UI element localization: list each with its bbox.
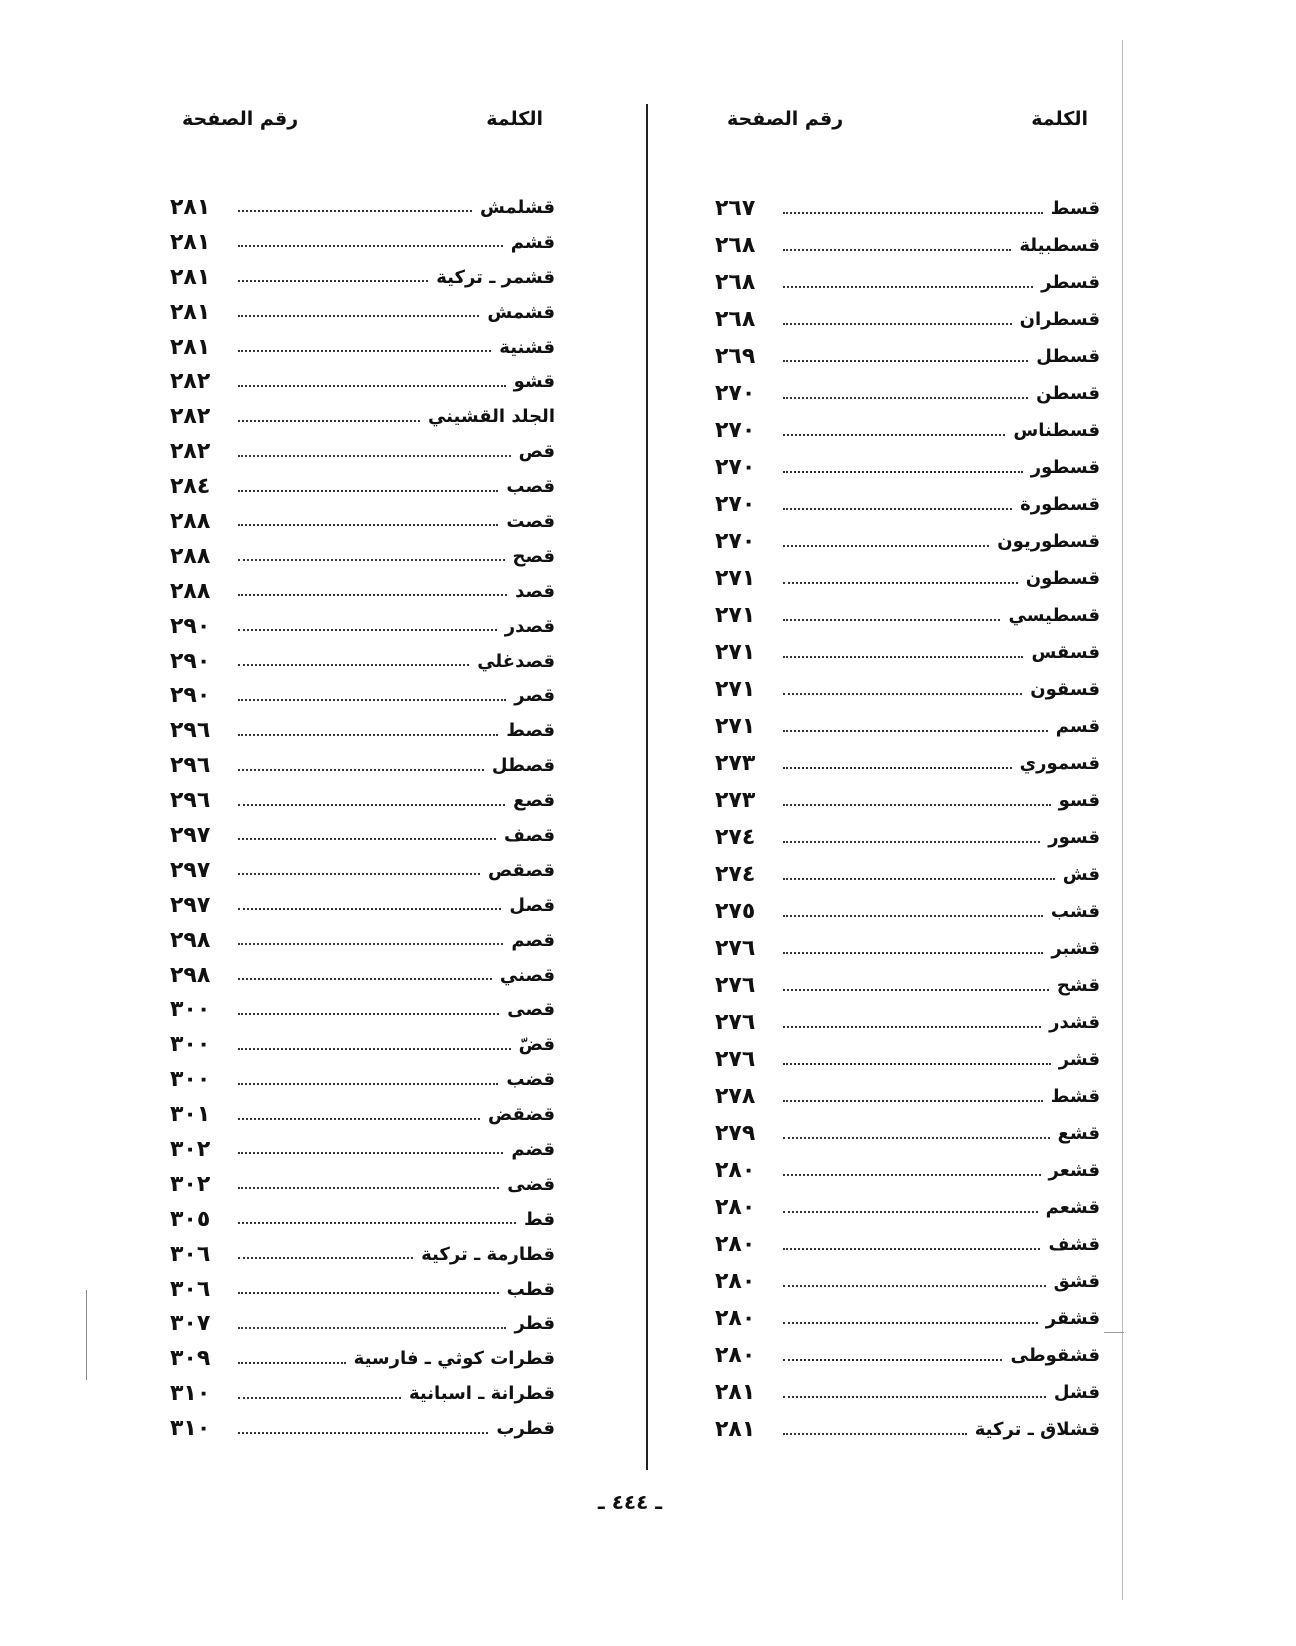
entry-word: قش bbox=[1062, 864, 1100, 885]
index-entry bbox=[170, 1411, 555, 1446]
entry-page-number: ٢٨٢ bbox=[170, 369, 211, 395]
entry-word: قشقر bbox=[1045, 1308, 1100, 1329]
entry-word: قشقوطى bbox=[1010, 1345, 1100, 1366]
index-entry bbox=[715, 190, 1100, 227]
dot-leader bbox=[238, 943, 503, 945]
entry-word: قصقص bbox=[487, 859, 555, 881]
entry-page-number: ٢٩٧ bbox=[170, 857, 211, 883]
dot-leader bbox=[783, 878, 1055, 880]
entry-word: قصد bbox=[515, 580, 555, 602]
dot-leader bbox=[238, 1432, 488, 1434]
dot-leader bbox=[783, 1063, 1051, 1065]
dot-leader bbox=[783, 471, 1023, 473]
entry-word: قصطل bbox=[491, 755, 555, 777]
index-entry bbox=[715, 708, 1100, 745]
index-entry bbox=[170, 1167, 555, 1202]
index-column-left bbox=[170, 100, 555, 1446]
dot-leader bbox=[238, 1013, 499, 1015]
dot-leader bbox=[783, 989, 1049, 991]
dot-leader bbox=[783, 1359, 1002, 1361]
dot-leader bbox=[238, 455, 511, 457]
entry-word: قشعم bbox=[1045, 1197, 1100, 1218]
entry-page-number: ٢٩٦ bbox=[170, 718, 211, 744]
entry-page-number: ٣٠٦ bbox=[170, 1276, 211, 1302]
entry-word: قسطل bbox=[1036, 346, 1100, 367]
index-entry bbox=[170, 888, 555, 923]
entry-page-number: ٢٧٥ bbox=[715, 899, 756, 924]
entry-page-number: ٢٨٠ bbox=[715, 1195, 756, 1220]
entry-word: قصح bbox=[512, 545, 555, 567]
entry-page-number: ٢٧٦ bbox=[715, 1010, 756, 1035]
entry-word: قصل bbox=[509, 894, 555, 916]
entry-page-number: ٢٨١ bbox=[170, 194, 211, 220]
entry-page-number: ٢٨١ bbox=[170, 264, 211, 290]
dot-leader bbox=[238, 699, 506, 701]
dot-leader bbox=[238, 1152, 503, 1154]
entry-page-number: ٢٧٣ bbox=[715, 788, 756, 813]
entry-word: قطارمة ـ تركية bbox=[421, 1243, 555, 1265]
index-entry bbox=[715, 819, 1100, 856]
entry-page-number: ٢٨١ bbox=[715, 1380, 756, 1405]
index-entry bbox=[715, 856, 1100, 893]
entry-word: قسطن bbox=[1036, 383, 1100, 404]
entry-page-number: ٢٨٨ bbox=[170, 543, 211, 569]
word-header: الكلمة bbox=[486, 108, 543, 130]
index-entry bbox=[170, 713, 555, 748]
index-entry bbox=[715, 1004, 1100, 1041]
dot-leader bbox=[238, 385, 506, 387]
index-entry bbox=[170, 609, 555, 644]
dot-leader bbox=[783, 656, 1023, 658]
index-entry bbox=[715, 1374, 1100, 1411]
entry-page-number: ٢٨٢ bbox=[170, 404, 211, 430]
entry-word: قشمش bbox=[487, 301, 555, 323]
dot-leader bbox=[783, 1174, 1041, 1176]
index-entry bbox=[170, 853, 555, 888]
dot-leader bbox=[238, 1327, 506, 1329]
index-entry bbox=[170, 504, 555, 539]
column-header bbox=[715, 100, 1100, 190]
index-entry bbox=[170, 783, 555, 818]
dot-leader bbox=[238, 420, 420, 422]
entry-page-number: ٢٧٤ bbox=[715, 862, 756, 887]
entry-page-number: ٢٧١ bbox=[715, 640, 756, 665]
entry-word: قصف bbox=[504, 824, 555, 846]
index-column-right bbox=[715, 100, 1100, 1448]
entry-word: قص bbox=[518, 441, 555, 463]
entry-page-number: ٢٦٨ bbox=[715, 307, 756, 332]
entry-word: الجلد القشيني bbox=[427, 406, 555, 428]
entry-page-number: ٢٨٠ bbox=[715, 1158, 756, 1183]
dot-leader bbox=[238, 769, 484, 771]
index-entry bbox=[170, 1132, 555, 1167]
entry-page-number: ٢٧٠ bbox=[715, 381, 756, 406]
entry-page-number: ٢٧٦ bbox=[715, 973, 756, 998]
dot-leader bbox=[783, 397, 1028, 399]
page-number: ـ ٤٤٤ ـ bbox=[597, 1490, 663, 1514]
entry-word: قسور bbox=[1048, 827, 1100, 848]
entry-word: قشط bbox=[1050, 1086, 1100, 1107]
entry-page-number: ٣١٠ bbox=[170, 1381, 211, 1407]
index-entry bbox=[170, 434, 555, 469]
entry-word: قصع bbox=[513, 790, 555, 812]
index-entry bbox=[715, 1226, 1100, 1263]
index-entry bbox=[170, 748, 555, 783]
scan-edge-line bbox=[1122, 40, 1123, 1600]
entry-page-number: ٢٧٠ bbox=[715, 418, 756, 443]
entry-page-number: ٣٠٢ bbox=[170, 1171, 211, 1197]
entry-word: قصني bbox=[499, 964, 555, 986]
dot-leader bbox=[238, 350, 491, 352]
index-entry bbox=[170, 399, 555, 434]
index-entry bbox=[170, 644, 555, 679]
entry-page-number: ٢٧٠ bbox=[715, 529, 756, 554]
entry-page-number: ٢٨١ bbox=[715, 1417, 756, 1442]
dot-leader bbox=[783, 1322, 1038, 1324]
dot-leader bbox=[238, 245, 503, 247]
entry-word: قطرانة ـ اسبانية bbox=[408, 1383, 555, 1405]
index-entry bbox=[715, 264, 1100, 301]
index-entry bbox=[170, 1062, 555, 1097]
dot-leader bbox=[783, 545, 989, 547]
entry-page-number: ٢٨٨ bbox=[170, 508, 211, 534]
index-entries bbox=[170, 190, 555, 1446]
dot-leader bbox=[783, 952, 1043, 954]
entry-page-number: ٢٧٣ bbox=[715, 751, 756, 776]
entry-page-number: ٢٩٦ bbox=[170, 788, 211, 814]
entry-page-number: ٢٧٩ bbox=[715, 1121, 756, 1146]
index-entry bbox=[170, 1027, 555, 1062]
entry-word: قسم bbox=[1055, 716, 1100, 737]
index-entry bbox=[715, 1041, 1100, 1078]
entry-word: قسقس bbox=[1031, 642, 1100, 663]
entry-word: قطرات كوثي ـ فارسية bbox=[353, 1348, 555, 1370]
entry-word: قشدر bbox=[1049, 1012, 1100, 1033]
dot-leader bbox=[783, 360, 1028, 362]
entry-page-number: ٢٦٧ bbox=[715, 196, 756, 221]
dot-leader bbox=[783, 915, 1043, 917]
index-entry bbox=[170, 1272, 555, 1307]
entry-page-number: ٢٨٠ bbox=[715, 1343, 756, 1368]
index-entry bbox=[715, 412, 1100, 449]
index-entry bbox=[715, 1115, 1100, 1152]
entry-page-number: ٣١٠ bbox=[170, 1416, 211, 1442]
entry-page-number: ٢٨١ bbox=[170, 299, 211, 325]
entry-page-number: ٢٨٠ bbox=[715, 1269, 756, 1294]
entry-page-number: ٢٨٤ bbox=[170, 474, 211, 500]
index-entry bbox=[170, 992, 555, 1027]
dot-leader bbox=[783, 841, 1040, 843]
entry-page-number: ٢٩٦ bbox=[170, 753, 211, 779]
dot-leader bbox=[783, 619, 1000, 621]
index-entry bbox=[170, 574, 555, 609]
index-entry bbox=[715, 967, 1100, 1004]
dot-leader bbox=[783, 508, 1012, 510]
entry-word: قسطناس bbox=[1013, 420, 1100, 441]
index-entry bbox=[715, 1078, 1100, 1115]
index-entry bbox=[715, 745, 1100, 782]
entry-page-number: ٣٠٠ bbox=[170, 1032, 211, 1058]
entry-word: قصت bbox=[506, 510, 555, 532]
entry-word: قصدر bbox=[504, 615, 555, 637]
index-entry bbox=[715, 893, 1100, 930]
entry-page-number: ٢٩٧ bbox=[170, 822, 211, 848]
index-entry bbox=[715, 597, 1100, 634]
index-entry bbox=[715, 634, 1100, 671]
index-entry bbox=[170, 190, 555, 225]
entry-page-number: ٣٠٦ bbox=[170, 1241, 211, 1267]
entry-page-number: ٢٧١ bbox=[715, 677, 756, 702]
entry-word: قشنية bbox=[499, 336, 555, 358]
index-entry bbox=[170, 818, 555, 853]
entry-page-number: ٢٧٦ bbox=[715, 1047, 756, 1072]
entry-page-number: ٢٩٨ bbox=[170, 962, 211, 988]
entry-page-number: ٢٧٨ bbox=[715, 1084, 756, 1109]
entry-word: قطب bbox=[506, 1278, 555, 1300]
scan-edge-mark bbox=[86, 1290, 87, 1380]
index-entry bbox=[715, 1337, 1100, 1374]
index-entry bbox=[170, 923, 555, 958]
index-entry bbox=[715, 782, 1100, 819]
index-entry bbox=[170, 1307, 555, 1342]
entry-page-number: ٢٧٠ bbox=[715, 492, 756, 517]
entry-page-number: ٢٧٦ bbox=[715, 936, 756, 961]
entry-word: قضّ bbox=[518, 1034, 555, 1056]
entry-word: قضقض bbox=[487, 1104, 555, 1126]
dot-leader bbox=[238, 1362, 346, 1364]
dot-leader bbox=[238, 559, 505, 561]
dot-leader bbox=[783, 1137, 1050, 1139]
entry-word: قسطران bbox=[1019, 309, 1100, 330]
entry-word: قسو bbox=[1058, 790, 1100, 811]
entry-word: قشح bbox=[1056, 975, 1100, 996]
index-entry bbox=[170, 295, 555, 330]
entry-word: قطر bbox=[514, 1313, 555, 1335]
dot-leader bbox=[238, 1222, 516, 1224]
index-entry bbox=[715, 1152, 1100, 1189]
entry-page-number: ٣٠٠ bbox=[170, 1067, 211, 1093]
dot-leader bbox=[783, 286, 1033, 288]
dot-leader bbox=[238, 838, 496, 840]
entry-page-number: ٣٠٢ bbox=[170, 1136, 211, 1162]
entry-word: قشف bbox=[1048, 1234, 1100, 1255]
dot-leader bbox=[783, 323, 1012, 325]
entry-page-number: ٣٠٠ bbox=[170, 997, 211, 1023]
index-entry bbox=[715, 338, 1100, 375]
dot-leader bbox=[238, 873, 480, 875]
entry-page-number: ٢٧١ bbox=[715, 566, 756, 591]
entry-word: قصم bbox=[511, 929, 555, 951]
index-entry bbox=[170, 364, 555, 399]
index-entry bbox=[715, 449, 1100, 486]
dot-leader bbox=[238, 1187, 499, 1189]
dot-leader bbox=[238, 490, 498, 492]
dot-leader bbox=[238, 594, 507, 596]
entry-page-number: ٢٦٨ bbox=[715, 233, 756, 258]
dot-leader bbox=[783, 1396, 1046, 1398]
entry-word: قط bbox=[523, 1208, 555, 1230]
entry-word: قشمر ـ تركية bbox=[436, 266, 555, 288]
index-entry bbox=[170, 1097, 555, 1132]
entry-page-number: ٢٩٨ bbox=[170, 927, 211, 953]
entry-word: قضى bbox=[507, 1173, 555, 1195]
index-entry bbox=[170, 260, 555, 295]
dot-leader bbox=[238, 1257, 413, 1259]
entry-word: قشلاق ـ تركية bbox=[974, 1419, 1100, 1440]
dot-leader bbox=[783, 582, 1018, 584]
index-entry bbox=[170, 678, 555, 713]
entry-page-number: ٢٨٢ bbox=[170, 439, 211, 465]
entry-word: قسطبيلة bbox=[1019, 235, 1100, 256]
dot-leader bbox=[783, 1211, 1038, 1213]
entry-word: قسطورة bbox=[1020, 494, 1100, 515]
dot-leader bbox=[238, 524, 498, 526]
column-header bbox=[170, 100, 555, 190]
dot-leader bbox=[783, 730, 1048, 732]
entry-page-number: ٢٦٨ bbox=[715, 270, 756, 295]
index-entry bbox=[715, 671, 1100, 708]
entry-page-number: ٢٩٠ bbox=[170, 648, 211, 674]
index-entry bbox=[715, 1300, 1100, 1337]
entry-word: قسقون bbox=[1030, 679, 1100, 700]
dot-leader bbox=[238, 315, 479, 317]
index-entry bbox=[170, 1341, 555, 1376]
entry-page-number: ٢٨١ bbox=[170, 229, 211, 255]
entry-word: قسطيسي bbox=[1008, 605, 1100, 626]
entry-page-number: ٢٨٠ bbox=[715, 1232, 756, 1257]
dot-leader bbox=[783, 1285, 1046, 1287]
entry-page-number: ٢٩٠ bbox=[170, 613, 211, 639]
dot-leader bbox=[238, 1397, 401, 1399]
dot-leader bbox=[783, 1248, 1040, 1250]
dot-leader bbox=[238, 1292, 499, 1294]
dot-leader bbox=[238, 978, 492, 980]
dot-leader bbox=[238, 664, 469, 666]
entry-word: قسطر bbox=[1041, 272, 1100, 293]
dot-leader bbox=[238, 280, 428, 282]
entry-page-number: ٢٩٧ bbox=[170, 892, 211, 918]
entry-word: قشلمش bbox=[480, 196, 555, 218]
entry-word: قسموري bbox=[1019, 753, 1100, 774]
index-entry bbox=[170, 958, 555, 993]
scan-edge-tick bbox=[1104, 1332, 1124, 1333]
entry-word: قشل bbox=[1053, 1382, 1100, 1403]
entry-word: قطرب bbox=[496, 1418, 555, 1440]
dot-leader bbox=[783, 212, 1043, 214]
dot-leader bbox=[238, 1118, 480, 1120]
page-number-header: رقم الصفحة bbox=[727, 108, 844, 130]
entry-page-number: ٣٠٩ bbox=[170, 1346, 211, 1372]
entry-page-number: ٢٦٩ bbox=[715, 344, 756, 369]
word-header: الكلمة bbox=[1031, 108, 1088, 130]
index-entry bbox=[715, 560, 1100, 597]
entry-page-number: ٣٠٥ bbox=[170, 1206, 211, 1232]
index-entry bbox=[715, 375, 1100, 412]
entry-word: قشب bbox=[1050, 901, 1100, 922]
dot-leader bbox=[783, 434, 1005, 436]
index-entry bbox=[715, 523, 1100, 560]
dot-leader bbox=[783, 1433, 967, 1435]
entry-word: قشعر bbox=[1048, 1160, 1100, 1181]
dot-leader bbox=[238, 629, 497, 631]
entry-page-number: ٢٩٠ bbox=[170, 683, 211, 709]
entry-word: قصدغلي bbox=[477, 650, 555, 672]
dot-leader bbox=[238, 1083, 498, 1085]
index-entry bbox=[170, 1237, 555, 1272]
dot-leader bbox=[783, 804, 1051, 806]
entry-page-number: ٢٧٤ bbox=[715, 825, 756, 850]
index-entry bbox=[170, 469, 555, 504]
entry-page-number: ٣٠١ bbox=[170, 1102, 211, 1128]
index-entry bbox=[170, 225, 555, 260]
index-entry bbox=[715, 930, 1100, 967]
entry-word: قسطوريون bbox=[997, 531, 1100, 552]
entry-page-number: ٢٨١ bbox=[170, 334, 211, 360]
dot-leader bbox=[238, 908, 501, 910]
index-entry bbox=[715, 301, 1100, 338]
dot-leader bbox=[238, 210, 472, 212]
index-entry bbox=[715, 1263, 1100, 1300]
entry-word: قسطور bbox=[1030, 457, 1100, 478]
dot-leader bbox=[238, 1048, 511, 1050]
entry-page-number: ٢٧٠ bbox=[715, 455, 756, 480]
dot-leader bbox=[238, 804, 505, 806]
index-entry bbox=[170, 1376, 555, 1411]
index-entry bbox=[715, 1411, 1100, 1448]
entry-page-number: ٢٨٠ bbox=[715, 1306, 756, 1331]
entry-word: قضم bbox=[511, 1138, 555, 1160]
entry-word: قشق bbox=[1053, 1271, 1100, 1292]
dot-leader bbox=[783, 693, 1022, 695]
entry-word: قشع bbox=[1057, 1123, 1100, 1144]
dot-leader bbox=[783, 1100, 1043, 1102]
entry-page-number: ٢٧١ bbox=[715, 603, 756, 628]
index-entries bbox=[715, 190, 1100, 1448]
index-entry bbox=[170, 330, 555, 365]
entry-word: قصط bbox=[506, 720, 555, 742]
dot-leader bbox=[783, 767, 1012, 769]
index-entry bbox=[170, 1202, 555, 1237]
index-entry bbox=[715, 486, 1100, 523]
entry-word: قسط bbox=[1050, 198, 1100, 219]
column-divider bbox=[646, 104, 648, 1470]
entry-word: قصب bbox=[506, 476, 555, 498]
entry-word: قصر bbox=[514, 685, 555, 707]
entry-page-number: ٢٧١ bbox=[715, 714, 756, 739]
index-entry bbox=[715, 227, 1100, 264]
entry-word: قصى bbox=[507, 999, 555, 1021]
entry-word: قشر bbox=[1058, 1049, 1100, 1070]
entry-word: قسطون bbox=[1025, 568, 1100, 589]
entry-word: قشبر bbox=[1051, 938, 1100, 959]
entry-word: قضب bbox=[506, 1069, 555, 1091]
index-entry bbox=[170, 539, 555, 574]
dot-leader bbox=[783, 249, 1011, 251]
entry-page-number: ٣٠٧ bbox=[170, 1311, 211, 1337]
dot-leader bbox=[238, 734, 498, 736]
index-entry bbox=[715, 1189, 1100, 1226]
dot-leader bbox=[783, 1026, 1041, 1028]
entry-word: قشو bbox=[513, 371, 555, 393]
page-number-header: رقم الصفحة bbox=[182, 108, 299, 130]
entry-word: قشم bbox=[510, 231, 555, 253]
entry-page-number: ٢٨٨ bbox=[170, 578, 211, 604]
